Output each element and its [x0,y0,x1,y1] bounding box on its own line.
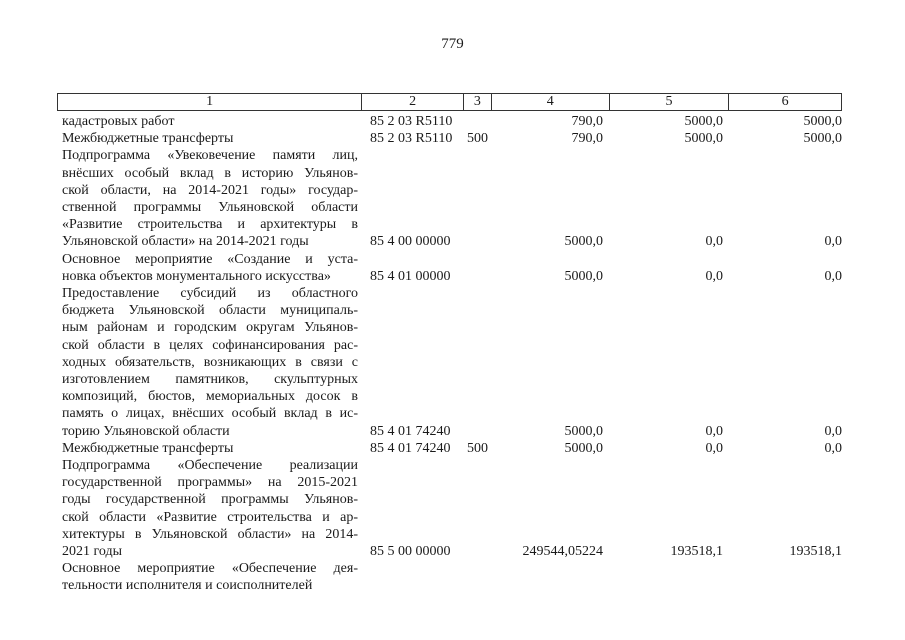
row-value-col6: 0,0 [824,440,842,456]
row-expense-type: 500 [467,131,488,147]
description-line: Основное мероприятие «Обеспечение дея- [62,561,358,577]
row-description [62,457,358,560]
description-line: Подпрограмма «Увековечение памяти лиц, [62,148,358,164]
description-line: торию Ульяновской области [62,423,230,439]
row-value-col6: 193518,1 [789,544,842,560]
row-value-col4: 249544,05224 [522,544,603,560]
description-line: 2021 годы [62,544,123,560]
row-value-col6: 0,0 [824,268,842,284]
row-value-col5: 5000,0 [684,131,723,147]
row-code: 85 5 00 00000 [370,544,451,560]
row-value-col6: 5000,0 [803,131,842,147]
row-code: 85 4 01 74240 [370,440,451,456]
row-code: 85 4 00 00000 [370,234,451,250]
description-line: годы государственной программы Ульянов- [62,492,358,508]
header-col-4: 4 [492,94,610,110]
description-line: Предоставление субсидий из областного [62,286,358,302]
description-line: Подпрограмма «Обеспечение реализации [62,458,358,474]
row-description [62,113,358,130]
table-row [62,285,842,440]
description-line: «Развитие строительства и архитектуры в [62,217,358,233]
row-value-col4: 5000,0 [564,234,603,250]
description-line: Ульяновской области» на 2014-2021 годы [62,234,309,250]
table-row [62,113,842,130]
row-code: 85 2 03 R5110 [370,131,453,147]
table-row [62,130,842,147]
row-description [62,130,358,147]
description-line: бюджета Ульяновской области муниципаль- [62,303,358,319]
description-line: ской области в целях софинансирования рас- [62,337,358,353]
description-line: Межбюджетные трансферты [62,440,234,456]
description-line: ходных обязательств, возникающих в связи с [62,354,358,370]
row-value-col6: 0,0 [824,423,842,439]
description-line: Основное мероприятие «Создание и уста- [62,251,358,267]
description-line: кадастровых работ [62,114,175,129]
header-col-5: 5 [610,94,730,110]
row-value-col4: 790,0 [571,131,603,147]
row-value-col4: 790,0 [571,114,603,129]
table-row [62,147,842,250]
header-col-6: 6 [781,94,789,109]
row-value-col5: 0,0 [705,423,723,439]
description-line: ным районам и городским округам Ульянов- [62,320,358,336]
table-row [62,251,842,285]
row-value-col6: 5000,0 [803,114,842,129]
description-line: новка объектов монументального искусства» [62,268,331,284]
description-line: Межбюджетные трансферты [62,131,234,147]
description-line: внёсших особый вклад в историю Ульянов- [62,165,358,181]
row-code: 85 4 01 74240 [370,423,451,439]
row-value-col4: 5000,0 [564,423,603,439]
description-line: память о лицах, внёсших особый вклад в ис- [62,406,358,422]
table-row [62,440,842,457]
row-expense-type: 500 [467,440,488,456]
header-col-3: 3 [464,94,492,110]
description-line: ской области, на 2014-2021 годы» государ- [62,182,358,198]
description-line: композиций, бюстов, мемориальных досок в [62,389,358,405]
page-number: 779 [441,36,464,52]
row-description [62,560,358,594]
description-line: ственной программы Ульяновской области [62,200,358,216]
table-row [62,457,842,560]
table-row [62,560,842,594]
table-body [62,113,842,595]
description-line: ской области «Развитие строительства и ар- [62,509,358,525]
header-col-1: 1 [58,94,362,110]
table-header [57,93,842,111]
description-line: изготовлением памятников, скульптурных [62,372,358,388]
row-value-col4: 5000,0 [564,268,603,284]
row-value-col5: 0,0 [705,440,723,456]
description-line: хитектуры в Ульяновской области» на 2014- [62,526,358,542]
row-description [62,285,358,440]
row-code: 85 2 03 R5110 [370,114,453,129]
row-code: 85 4 01 00000 [370,268,451,284]
row-value-col6: 0,0 [824,234,842,250]
row-description [62,147,358,250]
row-value-col5: 5000,0 [684,114,723,129]
description-line: тельности исполнителя и соисполнителей [62,578,313,594]
header-col-2: 2 [362,94,464,110]
row-value-col5: 193518,1 [670,544,723,560]
row-value-col5: 0,0 [705,268,723,284]
row-value-col5: 0,0 [705,234,723,250]
description-line: государственной программы» на 2015-2021 [62,475,358,491]
row-description [62,440,358,457]
row-description [62,251,358,285]
row-value-col4: 5000,0 [564,440,603,456]
